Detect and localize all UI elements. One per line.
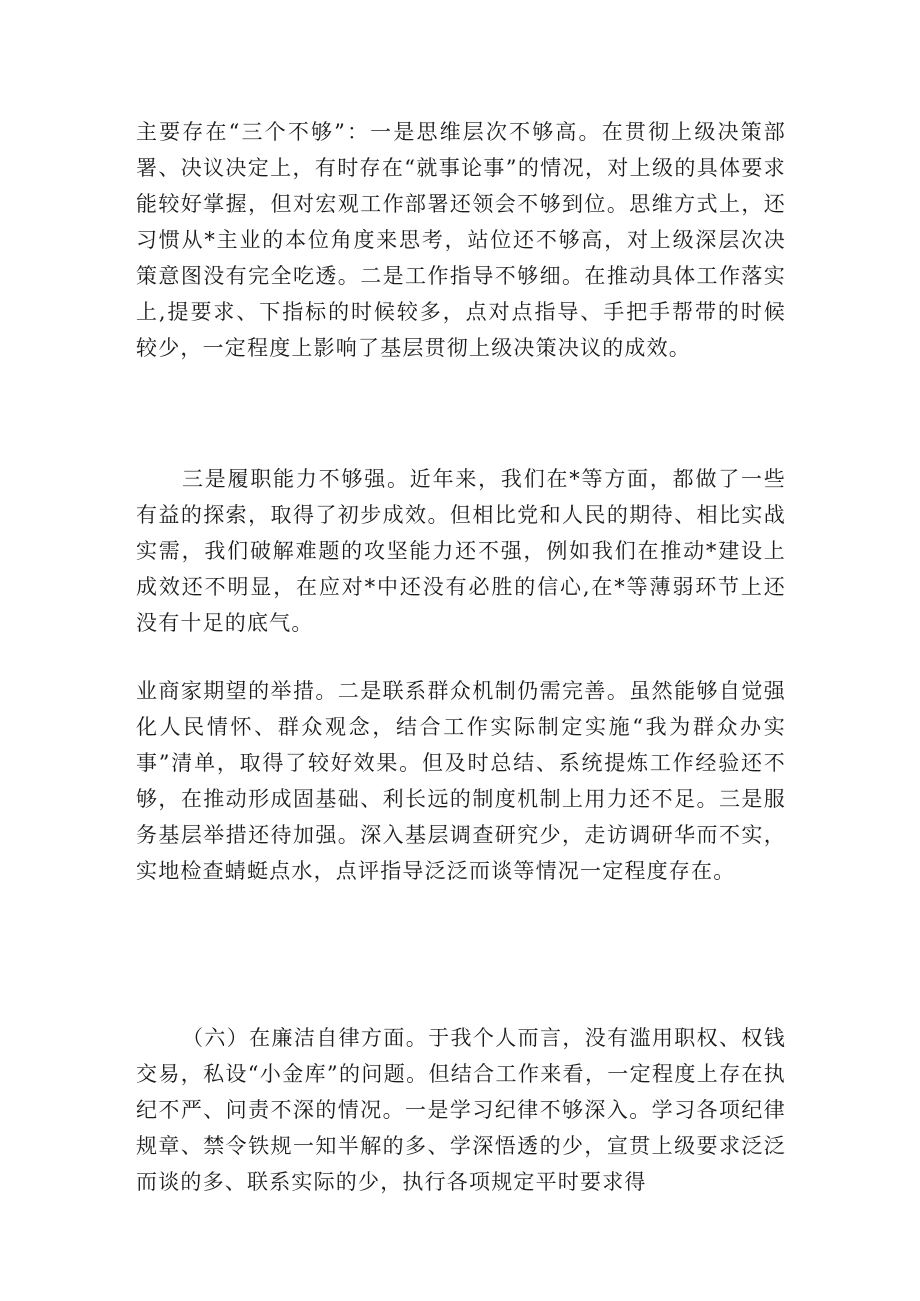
paragraph-integrity-self-discipline: （六）在廉洁自律方面。于我个人而言，没有滥用职权、权钱交易，私设“小金库”的问题。但结合工作来看，一定程度上存在执纪不严、问责不深的情况。一是学习纪律不够深入。学习各项纪律规章、禁令铁规一知半解的多、学深悟透的少，宣贯上级要求泛泛而谈的多、联系实际的少，执行各项规定平时要求得 <box>136 1026 786 1194</box>
paragraph-performance-capability: 三是履职能力不够强。近年来，我们在*等方面，都做了一些有益的探索，取得了初步成效。但相比党和人民的期待、相比实战实需，我们破解难题的攻坚能力还不强，例如我们在推动*建设上成效还不明显，在应对*中还没有必胜的信心,在*等薄弱环节上还没有十足的底气。 <box>136 467 786 635</box>
paragraph-three-insufficiencies: 主要存在“三个不够”：一是思维层次不够高。在贯彻上级决策部署、决议决定上，有时存在“就事论事”的情况，对上级的具体要求能较好掌握，但对宏观工作部署还领会不够到位。思维方式上，还习惯从*主业的本位角度来思考，站位还不够高，对上级深层次决策意图没有完全吃透。二是工作指导不够细。在推动具体工作落实上,提要求、下指标的时候较多，点对点指导、手把手帮带的时候较少，一定程度上影响了基层贯彻上级决策决议的成效。 <box>136 120 786 360</box>
paragraph-mass-contact-mechanism: 业商家期望的举措。二是联系群众机制仍需完善。虽然能够自觉强化人民情怀、群众观念，结合工作实际制定实施“我为群众办实事”清单，取得了较好效果。但及时总结、系统提炼工作经验还不够，在推动形成固基础、利长远的制度机制上用力还不足。三是服务基层举措还待加强。深入基层调查研究少，走访调研华而不实，实地检查蜻蜓点水，点评指导泛泛而谈等情况一定程度存在。 <box>136 679 786 883</box>
